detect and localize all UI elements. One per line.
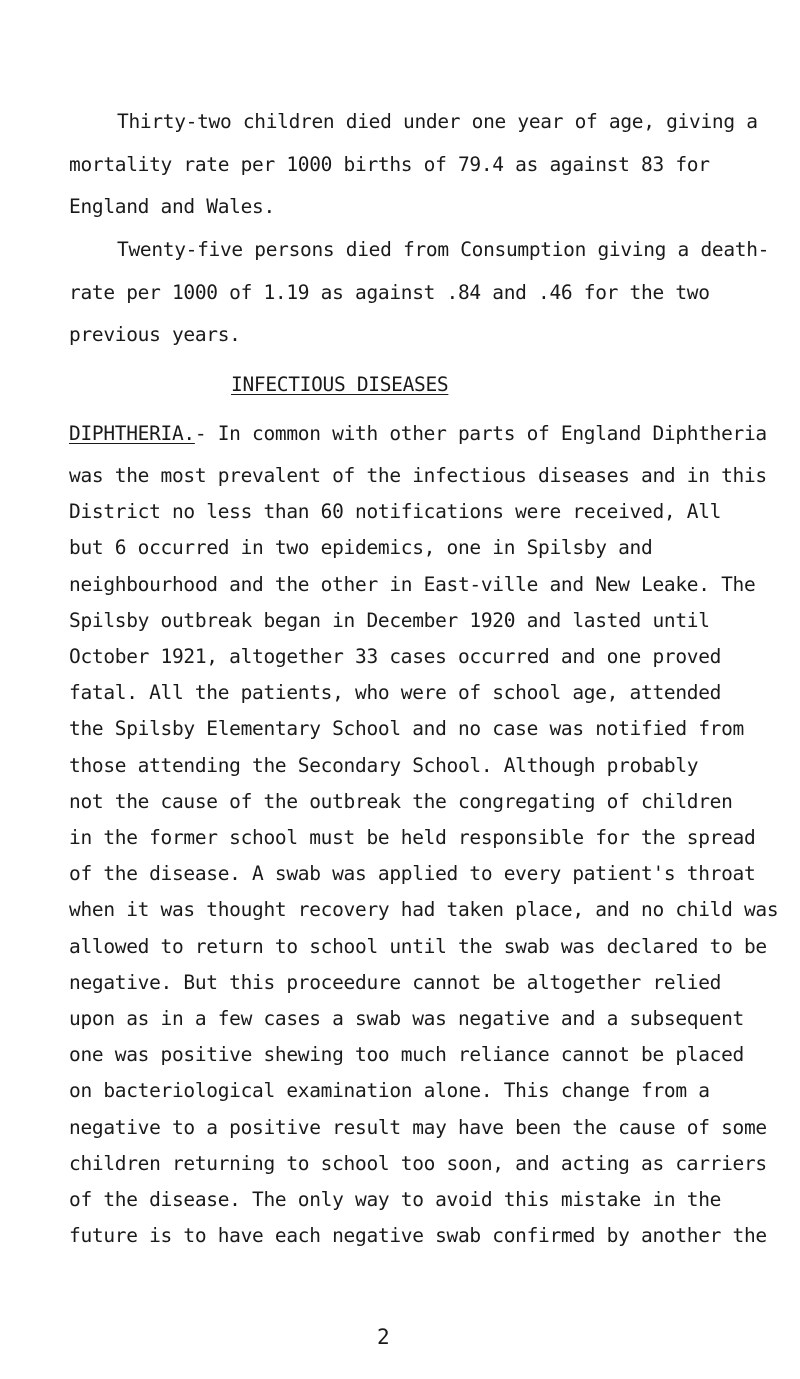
text-line: when it was thought recovery had taken place, and no child was bbox=[69, 898, 779, 922]
text-line bbox=[69, 422, 767, 446]
section-heading: INFECTIOUS DISEASES bbox=[231, 373, 449, 396]
text-line: Thirty-two children died under one year of age, giving a bbox=[117, 110, 758, 133]
text-line: previous years. bbox=[69, 323, 241, 346]
text-line: future is to have each negative swab confirmed by another the bbox=[69, 1224, 767, 1248]
text-line: allowed to return to school until the swab was declared to be bbox=[69, 934, 767, 958]
text-line: Twenty-five persons died from Consumption giving a death- bbox=[117, 238, 770, 261]
text-line: rate per 1000 of 1.19 as against .84 and .46 for the two bbox=[69, 281, 710, 304]
text-line: in the former school must be held responsible for the spread bbox=[69, 826, 756, 849]
text-line: of the disease. The only way to avoid this mistake in the bbox=[69, 1188, 722, 1211]
text-line: but 6 occurred in two epidemics, one in Spilsby and bbox=[69, 536, 653, 560]
text-line: the Spilsby Elementary School and no case was notified from bbox=[69, 717, 744, 741]
text-line: neighbourhood and the other in East-ville and New Leake. The bbox=[69, 572, 756, 596]
text-line-rest: - In common with other parts of England Diphtheria bbox=[194, 422, 767, 445]
text-line: District no less than 60 notifications were received, All bbox=[69, 500, 722, 524]
text-line: not the cause of the outbreak the congregating of children bbox=[69, 789, 733, 813]
text-line: England and Wales. bbox=[69, 195, 275, 218]
text-line: upon as in a few cases a swab was negative and a subsequent bbox=[69, 1007, 744, 1030]
text-line: those attending the Secondary School. Although probably bbox=[69, 753, 699, 777]
text-line: children returning to school too soon, and acting as carriers bbox=[69, 1151, 767, 1175]
text-line: October 1921, altogether 33 cases occurred and one proved bbox=[69, 645, 722, 668]
page-number: 2 bbox=[377, 1325, 390, 1349]
text-line: negative. But this proceedure cannot be altogether relied bbox=[69, 970, 722, 994]
text-line: negative to a positive result may have been the cause of some bbox=[69, 1115, 767, 1139]
text-line: one was positive shewing too much reliance cannot be placed bbox=[69, 1043, 744, 1067]
text-line: Spilsby outbreak began in December 1920 and lasted until bbox=[69, 608, 710, 632]
text-line: of the disease. A swab was applied to every patient's throat bbox=[69, 862, 756, 886]
text-line: was the most prevalent of the infectious diseases and in this bbox=[69, 464, 767, 487]
disease-label: DIPHTHERIA. bbox=[69, 422, 195, 445]
text-line: on bacteriological examination alone. This change from a bbox=[69, 1079, 710, 1103]
text-line: fatal. All the patients, who were of school age, attended bbox=[69, 681, 722, 705]
text-line: mortality rate per 1000 births of 79.4 as against 83 for bbox=[69, 153, 710, 176]
